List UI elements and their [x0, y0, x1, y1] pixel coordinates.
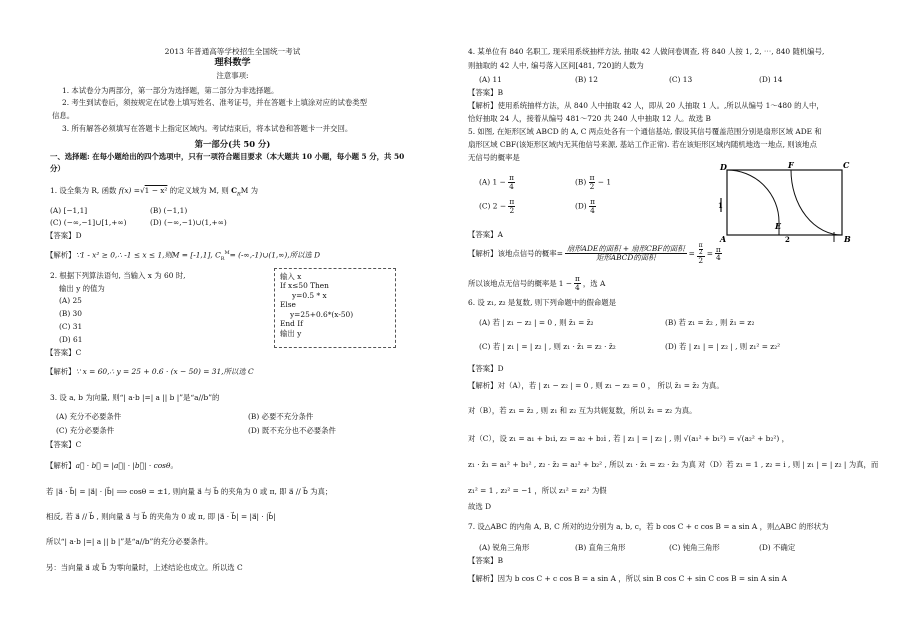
q2-option-d: (D) 61 [59, 335, 83, 344]
notice-title: 注意事项: [216, 71, 249, 80]
q3-analysis: 【解析】a⃗ · b⃗ = |a⃗| · |b⃗| · cosθ。 [46, 461, 178, 470]
algo-line: End If [280, 319, 303, 329]
algo-line: y=0.5 * x [292, 290, 327, 300]
q7-option-a: (A) 锐角三角形 [479, 543, 530, 552]
algo-line: If x≤50 Then [280, 281, 329, 291]
q1-analysis: 【解析】∵1 - x² ≥ 0,∴ -1 ≤ x ≤ 1,则M = [-1,1], $C_R^M=$ (-∞,-1)∪(1,∞),所以选 D [46, 250, 321, 262]
sector-ade-arc [727, 170, 779, 235]
q7-stem: 7. 设△ABC 的内角 A, B, C 所对的边分别为 a, b, c，若 b cos C + c cos B = a sin A ，则△ABC 的形状为 [468, 522, 829, 531]
part1-instruction: 一、选择题: 在每小题给出的四个选项中，只有一项符合题目要求（本大题共 10 小题，每小题 5 分，共 50 [50, 152, 405, 161]
label-e: E [775, 221, 782, 231]
q6-option-d: (D) 若 | z₁ | = | z₂ | , 则 z₁² = z₂² [665, 342, 781, 351]
q2-stem: 2. 根据下列算法语句, 当输入 x 为 60 时, [50, 271, 186, 280]
label-d: D [720, 162, 727, 172]
rectangle-abcd [727, 170, 842, 235]
q4-option-a: (A) 11 [479, 75, 502, 84]
q3-option-c: (C) 充分必要条件 [56, 426, 115, 435]
q6-sol-4: z₁ · z̄₁ = a₁² + b₁² , z₂ · z̄₂ = a₂² + b₂² , 所以 z₁ · z̄₁ = z₂ · z̄₂ 为真 对（D）若 z₁ = 1 , z₂ = i , 则 | z₁ | = | z₂ | 为真，而 [468, 460, 879, 469]
q2-stem-2: 输出 y 的值为 [59, 284, 105, 293]
part1-instruction-2: 分） [50, 164, 65, 173]
q3-sol-4: 所以“| a·b |=| a || b |”是“a//b”的充分必要条件。 [46, 537, 213, 546]
q3-option-a: (A) 充分不必要条件 [56, 412, 122, 421]
label-1: 1 [718, 201, 723, 210]
sector-cbf-arc [791, 170, 842, 235]
q4-option-b: (B) 12 [575, 75, 598, 84]
q6-sol-6: 故选 D [468, 502, 492, 511]
label-2: 2 [785, 235, 790, 244]
q4-analysis-2: 恰好抽取 24 人，接着从编号 481～720 共 240 人中抽取 12 人。故选 B [468, 114, 711, 123]
q1-stem: 1. 设全集为 R, 函数 f(x) =√1 − x² 的定义域为 M, 则 $C_RM$ 为 [50, 186, 259, 198]
q7-option-b: (B) 直角三角形 [575, 543, 626, 552]
label-b: B [844, 234, 851, 244]
q3-sol-2: 若 |a⃗ · b⃗| = |a⃗| · |b⃗| ⟹ cosθ = ±1, 则向量 a⃗ 与 b⃗ 的夹角为 0 或 π, 即 a⃗ // b⃗ 为真； [46, 487, 333, 496]
exam-title: 2013 年普通高等学校招生全国统一考试 [164, 47, 301, 56]
q2-algorithm-box [274, 268, 396, 348]
q3-answer: 【答案】C [46, 440, 82, 449]
notice-2b: 信息。 [52, 111, 75, 120]
q4-analysis: 【解析】使用系统抽样方法，从 840 人中抽取 42 人，即从 20 人抽取 1 人。,所以从编号 1～480 的人中， [468, 101, 824, 110]
q1-option-d: (D) (−∞,−1)∪(1,+∞) [150, 218, 227, 227]
q1-answer: 【答案】D [46, 231, 82, 240]
q5-option-d: (D) $\frac{\pi}{4}$ [575, 197, 595, 215]
q2-answer: 【答案】C [46, 348, 82, 357]
q6-option-c: (C) 若 | z₁ | = | z₂ | , 则 z₁ · z̄₁ = z₂ · z̄₂ [479, 342, 616, 351]
notice-3: 3. 所有解答必须填写在答题卡上指定区域内。考试结束后，将本试卷和答题卡一并交回。 [62, 124, 353, 133]
label-f: F [788, 160, 794, 170]
q7-option-c: (C) 钝角三角形 [669, 543, 720, 552]
q4-stem-2: 则抽取的 42 人中, 编号落入区间[481, 720]的人数为 [468, 61, 644, 70]
q3-stem: 3. 设 a, b 为向量, 则“| a·b |=| a || b |”是“a//b”的 [50, 393, 220, 402]
q6-option-a: (A) 若 | z₁ − z₂ | = 0 , 则 z̄₁ = z̄₂ [479, 318, 594, 327]
q7-analysis: 【解析】因为 b cos C + c cos B = a sin A ，所以 sin B cos C + sin C cos B = sin A sin A [468, 574, 788, 583]
q5-stem-2: 扇形区域 CBF(该矩形区域内无其他信号来源, 基站工作正常). 若在该矩形区域内随机地选一地点, 则该地点 [468, 140, 817, 149]
q6-option-b: (B) 若 z₁ = z̄₂ , 则 z̄₁ = z₂ [665, 318, 755, 327]
q4-answer: 【答案】B [468, 88, 503, 97]
q1-option-c: (C) (−∞,−1]∪[1,+∞) [50, 218, 127, 227]
q6-analysis: 【解析】对（A），若 | z₁ − z₂ | = 0 , 则 z₁ − z₂ = 0 ， 所以 z̄₁ = z̄₂ 为真。 [468, 381, 724, 390]
q5-answer: 【答案】A [468, 230, 503, 239]
q5-stem-3: 无信号的概率是 [468, 153, 520, 162]
subject-title: 理科数学 [214, 58, 251, 68]
notice-2: 2. 考生到试卷后，须按规定在试卷上填写姓名、准考证号，并在答题卡上填涂对应的试卷类型 [62, 98, 368, 107]
q5-option-c: (C) 2 − $\frac{\pi}{2}$ [479, 197, 515, 215]
q7-option-d: (D) 不确定 [759, 543, 796, 552]
q5-conclusion: 所以该地点无信号的概率是 1 − $\frac{\pi}{4}$ ，选 A [468, 274, 606, 292]
q4-stem: 4. 某单位有 840 名职工, 现采用系统抽样方法, 抽取 42 人做问卷调查, 将 840 人按 1, 2, ⋯, 840 随机编号, [468, 47, 825, 56]
label-c: C [843, 160, 850, 170]
label-a: A [720, 234, 727, 244]
algo-line: 输入 x [280, 272, 302, 281]
q5-analysis: 【解析】该地点信号的概率= 扇形ADE的面积 + 扇形CBF的面积 矩形ABCD的面积 = $\frac{\frac{\pi}{2}}{2}$ = $\frac{\pi}{4}$ [468, 242, 721, 265]
algo-line: Else [280, 300, 296, 310]
q2-analysis: 【解析】∵ x = 60,∴ y = 25 + 0.6 · (x − 50) = 31,所以选 C [46, 367, 254, 376]
q5-stem: 5. 如图, 在矩形区域 ABCD 的 A, C 两点处各有一个通信基站, 假设其信号覆盖范围分别是扇形区域 ADE 和 [468, 127, 822, 136]
q3-option-b: (B) 必要不充分条件 [248, 412, 314, 421]
q2-option-a: (A) 25 [59, 296, 82, 305]
q3-sol-3: 相反, 若 a⃗ // b⃗ , 则向量 a⃗ 与 b⃗ 的夹角为 0 或 π, 即 |a⃗ · b⃗| = |a⃗| · |b⃗| [46, 512, 276, 521]
q6-sol-3: 对（C），设 z₁ = a₁ + b₁i, z₂ = a₂ + b₂i , 若 | z₁ | = | z₂ | , 则 √(a₁² + b₁²) = √(a₂² + b₂²) ， [468, 434, 789, 443]
q3-option-d: (D) 既不充分也不必要条件 [248, 426, 336, 435]
part1-title: 第一部分(共 50 分) [194, 139, 271, 149]
q7-answer: 【答案】B [468, 556, 503, 565]
q2-option-c: (C) 31 [59, 322, 83, 331]
q6-sol-2: 对（B），若 z₁ = z̄₂ , 则 z₁ 和 z₂ 互为共轭复数，所以 z̄₁ = z₂ 为真。 [468, 406, 697, 415]
q4-option-c: (C) 13 [669, 75, 693, 84]
q3-sol-5: 另：当向量 a⃗ 或 b⃗ 为零向量时，上述结论也成立。所以选 C [46, 563, 243, 572]
q6-answer: 【答案】D [468, 364, 504, 373]
q6-sol-5: z₁² = 1 , z₂² = −1 ，所以 z₁² = z₂² 为假 [468, 486, 607, 495]
algo-line: 输出 y [280, 328, 302, 338]
q4-option-d: (D) 14 [759, 75, 783, 84]
q1-option-b: (B) (−1,1) [150, 206, 188, 215]
q5-option-a: (A) 1 − $\frac{\pi}{4}$ [479, 173, 514, 191]
q5-option-b: (B) $\frac{\pi}{2}$ − 1 [575, 173, 612, 191]
q6-stem: 6. 设 z₁, z₂ 是复数, 则下列命题中的假命题是 [468, 298, 617, 307]
algo-line: y=25+0.6*(x-50) [290, 309, 354, 319]
q5-rectangle-figure [715, 160, 860, 245]
q2-option-b: (B) 30 [59, 309, 82, 318]
notice-1: 1. 本试卷分为两部分，第一部分为选择题，第二部分为非选择题。 [62, 86, 279, 95]
q1-option-a: (A) [−1,1] [50, 206, 88, 215]
